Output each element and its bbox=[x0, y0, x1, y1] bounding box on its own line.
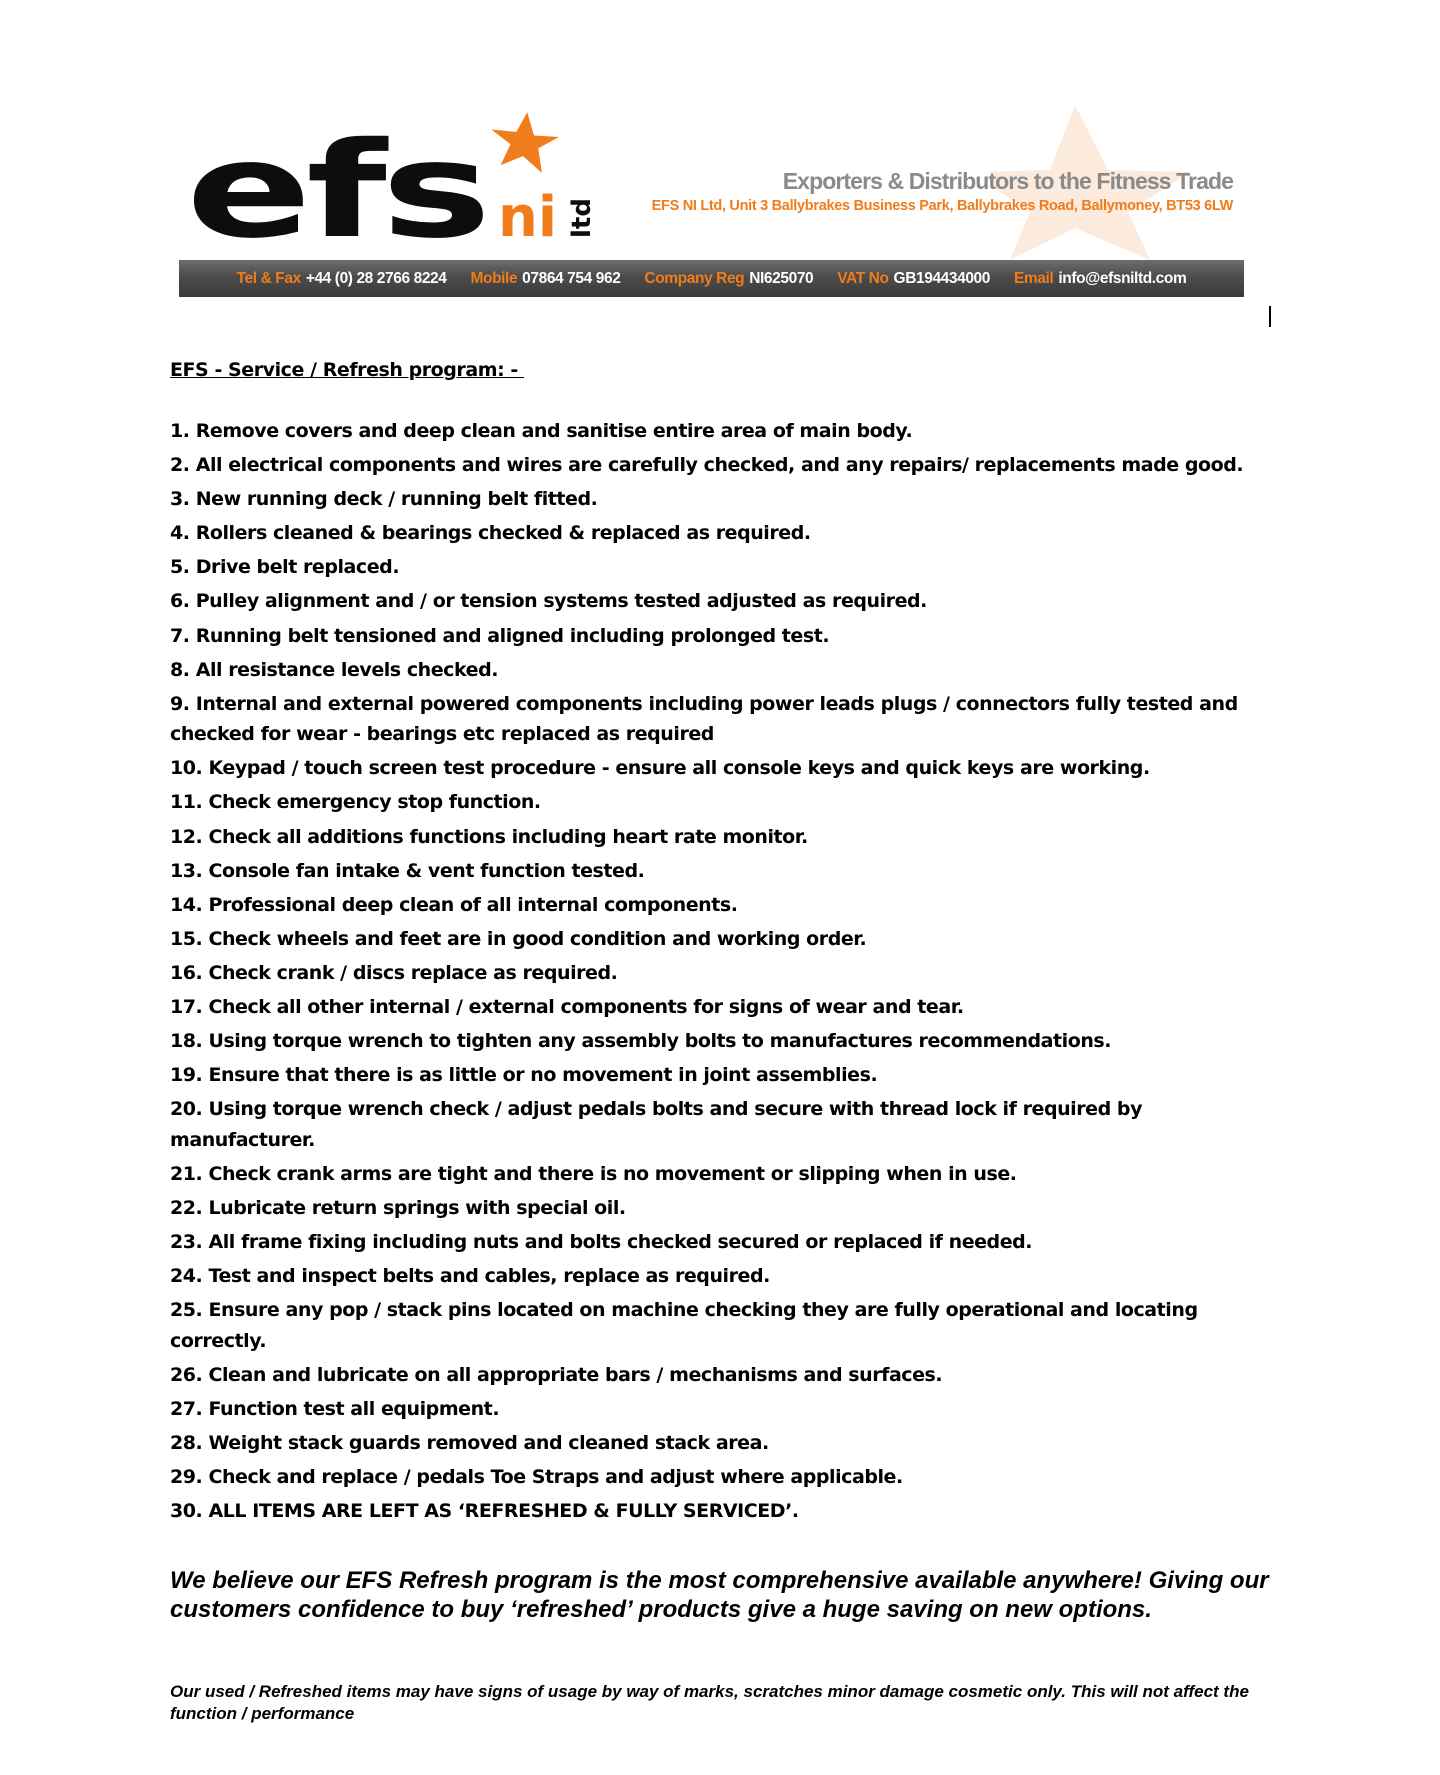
list-item: 14. Professional deep clean of all internal components. bbox=[170, 893, 738, 916]
list-item: 10. Keypad / touch screen test procedure - ensure all console keys and quick keys are working. bbox=[170, 757, 1150, 780]
list-item: 27. Function test all equipment. bbox=[170, 1397, 500, 1420]
tagline: Exporters & Distributors to the Fitness Trade bbox=[782, 168, 1233, 194]
list-item: 12. Check all additions functions including heart rate monitor. bbox=[170, 825, 808, 848]
list-item: 11. Check emergency stop function. bbox=[170, 791, 541, 814]
mobile-label: Mobile bbox=[470, 269, 518, 287]
list-item: 30. ALL ITEMS ARE LEFT AS ‘REFRESHED & FULLY SERVICED’. bbox=[170, 1500, 799, 1523]
program-claim: We believe our EFS Refresh program is the most comprehensive available anywhere! Giving our customers confidence to buy ‘refreshed’ products give a huge saving on new options. bbox=[170, 1567, 1269, 1623]
vat-label: VAT No bbox=[837, 269, 889, 287]
company-logo bbox=[186, 112, 606, 252]
email-link[interactable]: info@efsniltd.com bbox=[1058, 269, 1187, 287]
list-item: 15. Check wheels and feet are in good condition and working order. bbox=[170, 927, 867, 950]
company-reg-value: NI625070 bbox=[749, 269, 814, 287]
list-item: 18. Using torque wrench to tighten any assembly bolts to manufactures recommendations. bbox=[170, 1030, 1112, 1053]
list-item: 7. Running belt tensioned and aligned including prolonged test. bbox=[170, 624, 830, 647]
list-item: 26. Clean and lubricate on all appropriate bars / mechanisms and surfaces. bbox=[170, 1363, 943, 1386]
list-item: 2. All electrical components and wires are carefully checked, and any repairs/ replacements made good. bbox=[170, 454, 1244, 477]
vat-value: GB194434000 bbox=[893, 269, 990, 287]
list-item: 9. Internal and external powered components including power leads plugs / connectors fully tested and checked for wear - bearings etc replaced as required bbox=[170, 692, 1238, 746]
list-item: 8. All resistance levels checked. bbox=[170, 658, 499, 681]
list-item: 23. All frame fixing including nuts and bolts checked secured or replaced if needed. bbox=[170, 1231, 1033, 1254]
list-item: 19. Ensure that there is as little or no movement in joint assemblies. bbox=[170, 1064, 878, 1087]
tel-value: +44 (0) 28 2766 8224 bbox=[305, 269, 447, 287]
mobile-value: 07864 754 962 bbox=[522, 269, 621, 287]
list-item: 29. Check and replace / pedals Toe Straps and adjust where applicable. bbox=[170, 1466, 903, 1489]
service-steps-list bbox=[170, 416, 1250, 1530]
logo-wordmark: efs bbox=[186, 114, 486, 252]
star-icon bbox=[486, 112, 561, 175]
list-item: 3. New running deck / running belt fitted. bbox=[170, 488, 598, 511]
list-item: 13. Console fan intake & vent function tested. bbox=[170, 859, 645, 882]
company-reg-label: Company Reg bbox=[644, 269, 745, 287]
list-item: 24. Test and inspect belts and cables, replace as required. bbox=[170, 1265, 770, 1288]
list-item: 28. Weight stack guards removed and cleaned stack area. bbox=[170, 1432, 769, 1455]
list-item: 20. Using torque wrench check / adjust pedals bolts and secure with thread lock if required by manufacturer. bbox=[170, 1098, 1143, 1151]
list-item: 21. Check crank arms are tight and there is no movement or slipping when in use. bbox=[170, 1162, 1017, 1185]
tel-label: Tel & Fax bbox=[236, 269, 301, 287]
document-heading: EFS - Service / Refresh program: - bbox=[170, 359, 524, 381]
logo-ltd: ltd bbox=[567, 198, 597, 238]
text-cursor bbox=[1269, 306, 1271, 327]
list-item: 5. Drive belt replaced. bbox=[170, 556, 400, 579]
list-item: 22. Lubricate return springs with special oil. bbox=[170, 1196, 626, 1219]
list-item: 17. Check all other internal / external components for signs of wear and tear. bbox=[170, 996, 964, 1018]
email-label: Email bbox=[1013, 269, 1054, 287]
list-item: 6. Pulley alignment and / or tension systems tested adjusted as required. bbox=[170, 590, 927, 613]
list-item: 16. Check crank / discs replace as required. bbox=[170, 961, 618, 984]
company-address: EFS NI Ltd, Unit 3 Ballybrakes Business Park, Ballybrakes Road, Ballymoney, BT53 6LW bbox=[651, 198, 1233, 214]
list-item: 1. Remove covers and deep clean and sanitise entire area of main body. bbox=[170, 420, 913, 442]
logo-ni: ni bbox=[498, 185, 558, 250]
list-item: 25. Ensure any pop / stack pins located on machine checking they are fully operational and locating correctly. bbox=[170, 1299, 1198, 1352]
disclaimer-note: Our used / Refreshed items may have signs of usage by way of marks, scratches minor damage cosmetic only. This will not affect the function / performance bbox=[170, 1682, 1249, 1723]
list-item: 4. Rollers cleaned & bearings checked & replaced as required. bbox=[170, 522, 811, 545]
contact-bar bbox=[179, 260, 1244, 297]
